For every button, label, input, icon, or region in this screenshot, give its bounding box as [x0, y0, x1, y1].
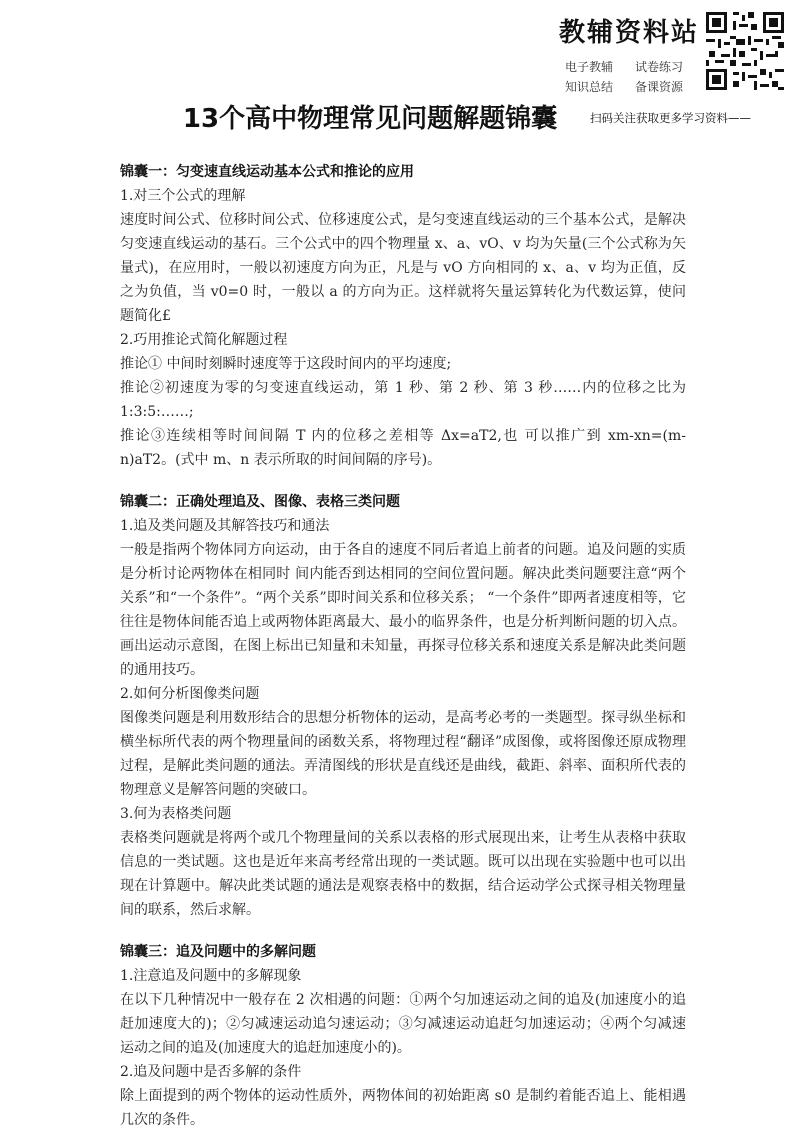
paragraph: 推论① 中间时刻瞬时速度等于这段时间内的平均速度; — [120, 356, 452, 372]
paragraph: 速度时间公式、位移时间公式、位移速度公式，是匀变速直线运动的三个基本公式，是解决匀变速直线运动的基石。三个公式中的四个物理量 x、a、vO、v 均为矢量(三个公式称为矢量式)，在应用时，一般以初速度方向为正，凡是与 vO 方向相同的 x、a、v 均为正值，反之为负值，当 v0=0 时，一般以 a 的方向为正。这样就将矢量运算转化为代数运算，使问题简化£ — [120, 212, 686, 324]
tag-exercises: 试卷练习 — [635, 60, 684, 74]
subheading: 1.对三个公式的理解 — [120, 188, 246, 204]
paragraph: 在以下几种情况中一般存在 2 次相遇的问题：①两个匀加速运动之间的追及(加速度小的追赶加速度大的)；②匀减速运动追匀速运动；③匀减速运动追赶匀加速运动；④两个匀减速 运动之间的追及(加速度大的追赶加速度小的)。 — [120, 992, 686, 1056]
page-title: 13个高中物理常见问题解题锦囊 — [182, 104, 558, 134]
scan-prompt: 扫码关注获取更多学习资料—— — [590, 111, 751, 125]
document-body — [120, 160, 686, 1132]
paragraph: 一般是指两个物体同方向运动，由于各自的速度不同后者追上前者的问题。追及问题的实质是分析讨论两物体在相同时 间内能否到达相同的空间位置问题。解决此类问题要注意“两个关系”和“一个条件”。“两个关系”即时间关系和位移关系； “一个条件”即两者速度相等，它往往是物体间能否追上或两物体距离最大、最小的临界条件，也是分析判断问题的切入点。画出运动示意图，在图上标出已知量和未知量，再探寻位移关系和速度关系是解决此类问题的通用技巧。 — [120, 542, 686, 678]
qr-code-icon — [706, 12, 784, 90]
paragraph: 图像类问题是利用数形结合的思想分析物体的运动，是高考必考的一类题型。探寻纵坐标和横坐标所代表的两个物理量间的函数关系，将物理过程“翻译”成图像，或将图像还原成物理过程，是解此类问题的通法。弄清图线的形状是直线还是曲线，截距、斜率、面积所代表的物理意义是解答问题的突破口。 — [120, 710, 686, 798]
subheading: 3.何为表格类问题 — [120, 806, 232, 822]
subheading: 2.如何分析图像类问题 — [120, 686, 260, 702]
section-heading: 锦囊二：正确处理追及、图像、表格三类问题 — [120, 494, 400, 510]
subheading: 2.追及问题中是否多解的条件 — [120, 1064, 302, 1080]
paragraph: 除上面提到的两个物体的运动性质外，两物体间的初始距离 s0 是制约着能否追上、能相遇几次的条件。 — [120, 1088, 686, 1128]
subheading: 1.追及类问题及其解答技巧和通法 — [120, 518, 330, 534]
paragraph: 表格类问题就是将两个或几个物理量间的关系以表格的形式展现出来，让考生从表格中获取信息的一类试题。这也是近年来高考经常出现的一类试题。既可以出现在实验题中也可以出现在计算题中。解决此类试题的通法是观察表格中的数据，结合运动学公式探寻相关物理量间的联系，然后求解。 — [120, 830, 686, 918]
tag-ebooks: 电子教辅 — [565, 60, 614, 74]
subheading: 1.注意追及问题中的多解现象 — [120, 968, 302, 984]
brand-name: 教辅资料站 — [559, 18, 700, 48]
tag-resources: 备课资源 — [635, 80, 684, 94]
paragraph: 推论③连续相等时间间隔 T 内的位移之差相等 Δx=aT2,也 可以推广到 xm-xn=(m-n)aT2。(式中 m、n 表示所取的时间间隔的序号)。 — [120, 428, 686, 468]
subheading: 2.巧用推论式简化解题过程 — [120, 332, 288, 348]
tag-summaries: 知识总结 — [565, 80, 614, 94]
paragraph: 推论②初速度为零的匀变速直线运动，第 1 秒、第 2 秒、第 3 秒……内的位移之比为 1:3:5:……; — [120, 380, 686, 420]
section-heading: 锦囊三：追及问题中的多解问题 — [120, 944, 316, 960]
section-heading: 锦囊一：匀变速直线运动基本公式和推论的应用 — [120, 164, 414, 180]
